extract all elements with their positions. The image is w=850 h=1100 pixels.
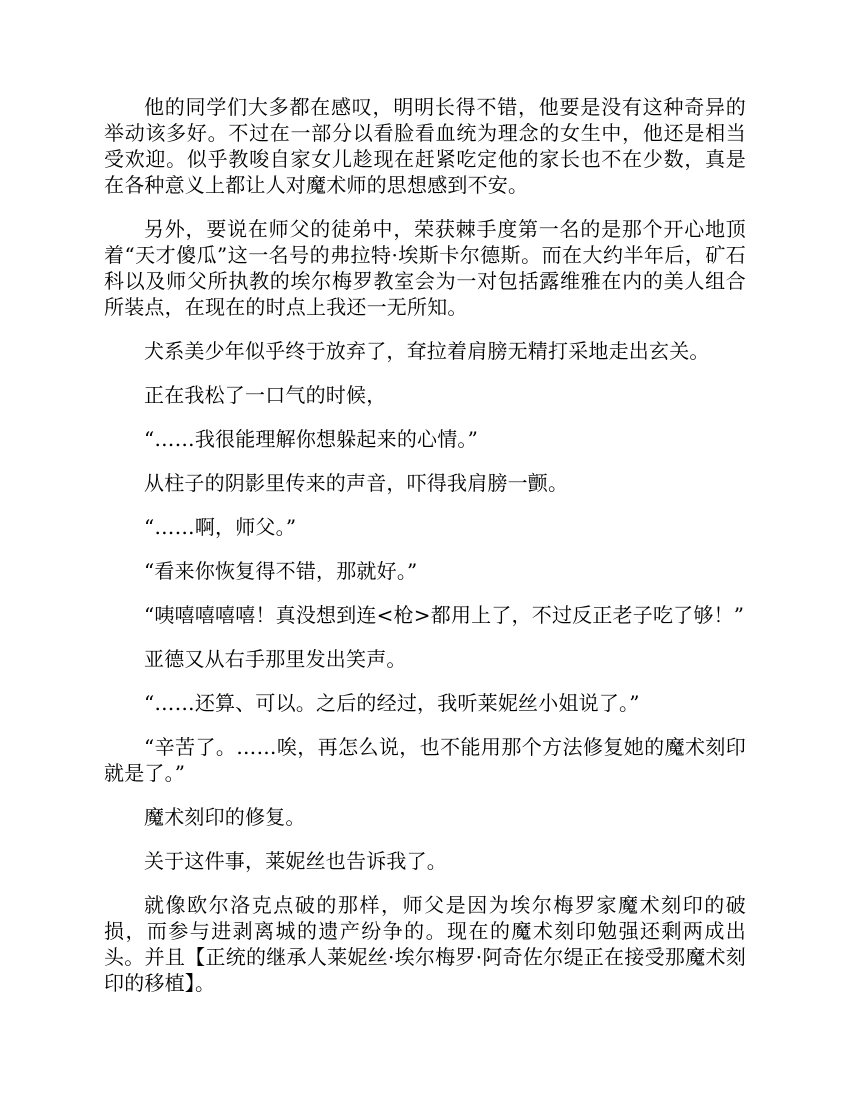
- paragraph-3: 犬系美少年似乎终于放弃了，耷拉着肩膀无精打采地走出玄关。: [144, 339, 710, 363]
- paragraph-9: “咦嘻嘻嘻嘻！真没想到连<枪>都用上了，不过反正老子吃了够！”: [144, 603, 745, 627]
- paragraph-12: “辛苦了。……唉，再怎么说，也不能用那个方法修复她的魔术刻印就是了。”: [104, 735, 746, 785]
- paragraph-2: 另外，要说在师父的徒弟中，荣获棘手度第一名的是那个开心地顶着“天才傻瓜”这一名号的弗拉特·埃斯卡尔德斯。而在大约半年后，矿石科以及师父所执教的埃尔梅罗教室会为一对包括露维雅在内的美人组合所装点，在现在的时点上我还一无所知。: [104, 217, 746, 319]
- paragraph-13: 魔术刻印的修复。: [144, 805, 306, 829]
- paragraph-1: 他的同学们大多都在感叹，明明长得不错，他要是没有这种奇异的举动该多好。不过在一部分以看脸看血统为理念的女生中，他还是相当受欢迎。似乎教唆自家女儿趁现在赶紧吃定他的家长也不在少数，真是在各种意义上都让人对魔术师的思想感到不安。: [104, 95, 746, 197]
- paragraph-15: 就像欧尔洛克点破的那样，师父是因为埃尔梅罗家魔术刻印的破损，而参与进剥离城的遗产纷争的。现在的魔术刻印勉强还剩两成出头。并且【正统的继承人莱妮丝·埃尔梅罗·阿奇佐尔缇正在接受那魔术刻印的移植】。: [104, 893, 746, 995]
- paragraph-6: 从柱子的阴影里传来的声音，吓得我肩膀一颤。: [144, 471, 569, 495]
- paragraph-8: “看来你恢复得不错，那就好。”: [144, 559, 418, 583]
- paragraph-14: 关于这件事，莱妮丝也告诉我了。: [144, 849, 447, 873]
- paragraph-11: “……还算、可以。之后的经过，我听莱妮丝小姐说了。”: [144, 691, 640, 715]
- paragraph-7: “……啊，师父。”: [144, 515, 297, 539]
- paragraph-5: “……我很能理解你想躲起来的心情。”: [144, 427, 479, 451]
- paragraph-4: 正在我松了一口气的时候，: [144, 383, 387, 407]
- paragraph-10: 亚德又从右手那里发出笑声。: [144, 647, 407, 671]
